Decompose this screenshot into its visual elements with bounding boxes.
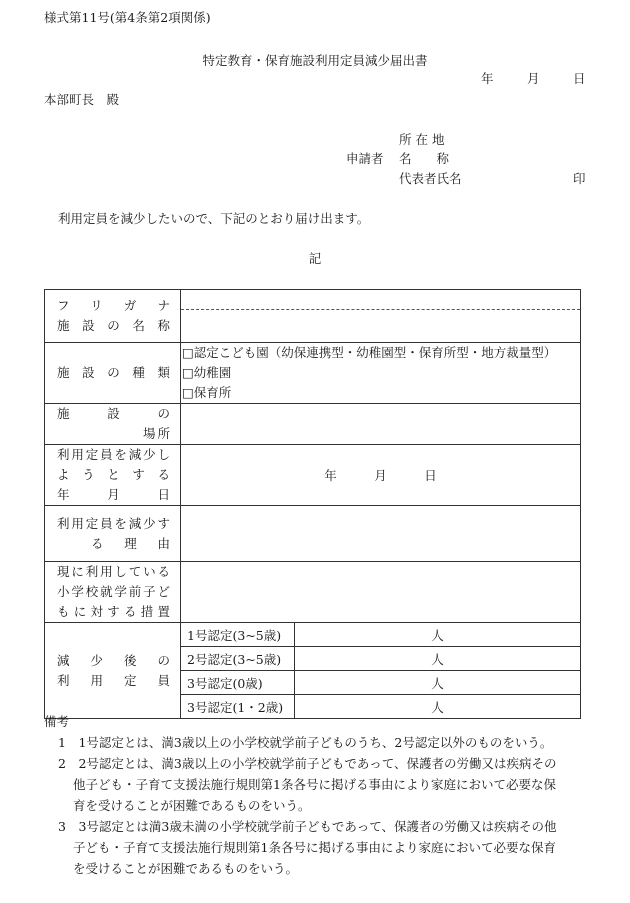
- furigana-label: フリガナ: [57, 298, 170, 313]
- capacity-value-field[interactable]: 人: [295, 623, 581, 647]
- seal-mark: 印: [573, 171, 586, 186]
- note-3-line2: 子ども・子育て支援法施行規則第1条各号に掲げる事由により家庭において必要な保育: [73, 840, 556, 855]
- reduction-date-label: [45, 445, 181, 506]
- applicant-label: 申請者: [346, 151, 384, 166]
- document-title: 特定教育・保育施設利用定員減少届出書: [202, 53, 428, 68]
- capacity-value-field[interactable]: 人: [295, 671, 581, 695]
- form-number: 様式第11号(第4条第2項関係): [44, 10, 211, 25]
- row-facility-location: [45, 404, 581, 445]
- reduction-date-line3: 年月日: [57, 487, 170, 502]
- capacity-after-label: [45, 623, 181, 719]
- addressee: 本部町長 殿: [44, 92, 120, 107]
- measures-label-line1: 現に利用している: [57, 564, 170, 579]
- measures-label-line3: もに対する措置: [57, 604, 170, 619]
- row-reason: [45, 506, 581, 562]
- date-day: 日: [573, 71, 586, 86]
- note-2-line3: 育を受けることが困難であるものをいう。: [73, 798, 311, 813]
- note-3-line1: 3 3号認定とは満3歳未満の小学校就学前子どもであって、保護者の労働又は疾病その他: [58, 819, 557, 834]
- row-facility-name: [45, 290, 581, 343]
- note-2-line2: 他子ども・子育て支援法施行規則第1条各号に掲げる事由により家庭において必要な保: [73, 777, 556, 792]
- intro-text: 利用定員を減少したいので、下記のとおり届け出ます。: [58, 211, 370, 226]
- reduction-date-field[interactable]: 年 月 日: [181, 445, 581, 506]
- reason-label-line2: る理由: [91, 535, 170, 551]
- option-nursery[interactable]: □保育所: [182, 385, 232, 400]
- note-1: 1 1号認定とは、満3歳以上の小学校就学前子どものうち、2号認定以外のものをいう。: [58, 735, 553, 750]
- applicant-address-label: 所 在 地: [399, 132, 445, 147]
- measures-label: [45, 562, 181, 623]
- date-year: 年: [481, 71, 494, 86]
- reduction-date-line2: ようとする: [57, 467, 170, 482]
- facility-name-text: 施設の名称: [57, 318, 170, 333]
- applicant-name-label: 名 称: [399, 151, 450, 166]
- capacity-value-field[interactable]: 人: [295, 695, 581, 719]
- facility-name-cell[interactable]: [181, 290, 581, 343]
- measures-field[interactable]: [181, 562, 581, 623]
- capacity-type-label: 3号認定(1・2歳): [181, 695, 295, 719]
- row-facility-type: [45, 343, 581, 404]
- capacity-row: [45, 623, 581, 647]
- facility-name-label: [45, 290, 181, 343]
- ki-heading: 記: [308, 251, 322, 266]
- capacity-value-field[interactable]: 人: [295, 647, 581, 671]
- row-measures: [45, 562, 581, 623]
- row-reduction-date: [45, 445, 581, 506]
- note-2-line1: 2 2号認定とは、満3歳以上の小学校就学前子どもであって、保護者の労働又は疾病その: [58, 756, 557, 771]
- location-label-line1: 施設の: [57, 406, 170, 421]
- measures-label-line2: 小学校就学前子ど: [57, 584, 170, 599]
- reason-field[interactable]: [181, 506, 581, 562]
- capacity-label-line1: 減少後の: [57, 652, 170, 668]
- date-month: 月: [527, 71, 540, 86]
- facility-type-label: [45, 343, 181, 404]
- form-table: [44, 289, 581, 719]
- facility-name-field[interactable]: [181, 310, 580, 342]
- furigana-field[interactable]: [181, 290, 580, 310]
- notes-heading: 備考: [44, 714, 70, 729]
- reduction-date-line1: 利用定員を減少し: [57, 447, 170, 462]
- option-certified-kodomoen[interactable]: □認定こども園（幼保連携型・幼稚園型・保育所型・地方裁量型）: [182, 345, 557, 360]
- capacity-type-label: 2号認定(3~5歳): [181, 647, 295, 671]
- capacity-type-label: 3号認定(0歳): [181, 671, 295, 695]
- facility-type-options: [181, 343, 581, 404]
- facility-type-text: 施設の種類: [57, 365, 170, 380]
- option-kindergarten[interactable]: □幼稚園: [182, 365, 232, 380]
- location-label-line2: 場所: [143, 426, 170, 441]
- facility-location-field[interactable]: [181, 404, 581, 445]
- note-3-line3: を受けることが困難であるものをいう。: [73, 861, 299, 876]
- capacity-type-label: 1号認定(3~5歳): [181, 623, 295, 647]
- applicant-representative-label: 代表者氏名: [399, 171, 462, 186]
- capacity-label-line2: 利用定員: [57, 672, 170, 688]
- facility-location-label: [45, 404, 181, 445]
- reason-label: [45, 506, 181, 562]
- reason-label-line1: 利用定員を減少す: [57, 515, 170, 531]
